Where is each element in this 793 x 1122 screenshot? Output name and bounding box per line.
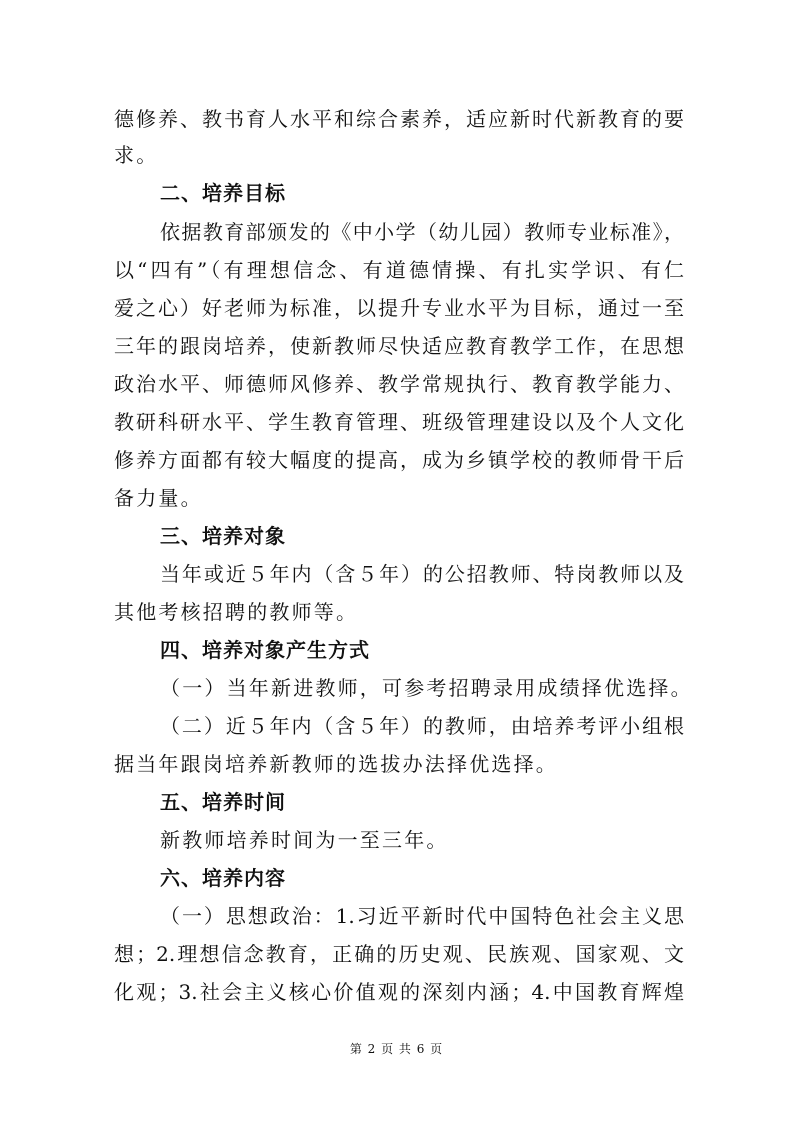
section-heading-selection: 四、培养对象产生方式: [160, 638, 370, 662]
page-number-footer: 第 2 页 共 6 页: [349, 1042, 444, 1056]
paragraph-line: 当年或近５年内（含５年）的公招教师、特岗教师以及: [160, 562, 684, 586]
section-heading-goals: 二、培养目标: [160, 181, 286, 205]
paragraph-line: 化观；3.社会主义核心价值观的深刻内涵；4.中国教育辉煌: [114, 980, 684, 1004]
paragraph-line: 爱之心）好老师为标准，以提升专业水平为目标，通过一至: [114, 296, 684, 320]
paragraph-line: 教研科研水平、学生教育管理、班级管理建设以及个人文化: [114, 410, 684, 434]
section-heading-targets: 三、培养对象: [160, 524, 286, 548]
paragraph-line: 三年的跟岗培养，使新教师尽快适应教育教学工作，在思想: [114, 334, 684, 358]
paragraph-line: （一）当年新进教师，可参考招聘录用成绩择优选择。: [160, 676, 693, 700]
paragraph-line: 依据教育部颁发的《中小学（幼儿园）教师专业标准》，: [160, 220, 684, 244]
section-heading-duration: 五、培养时间: [160, 790, 286, 814]
paragraph-line: 其他考核招聘的教师等。: [114, 600, 359, 624]
paragraph-line: 修养方面都有较大幅度的提高，成为乡镇学校的教师骨干后: [114, 448, 684, 472]
paragraph-line: 新教师培养时间为一至三年。: [160, 828, 449, 852]
paragraph-line: （二）近５年内（含５年）的教师，由培养考评小组根: [160, 714, 684, 738]
paragraph-line: 政治水平、师德师风修养、教学常规执行、教育教学能力、: [114, 372, 684, 396]
paragraph-line: 以“四有”（有理想信念、有道德情操、有扎实学识、有仁: [114, 258, 684, 282]
paragraph-line: 德修养、教书育人水平和综合素养，适应新时代新教育的要: [114, 107, 684, 131]
paragraph-line: 想；2.理想信念教育，正确的历史观、民族观、国家观、文: [114, 942, 684, 966]
paragraph-line: 求。: [114, 143, 159, 167]
paragraph-line: 备力量。: [114, 486, 203, 510]
section-heading-content: 六、培养内容: [160, 866, 286, 890]
paragraph-line: （一）思想政治：1.习近平新时代中国特色社会主义思: [160, 904, 684, 928]
paragraph-line: 据当年跟岗培养新教师的选拔办法择优选择。: [114, 752, 558, 776]
